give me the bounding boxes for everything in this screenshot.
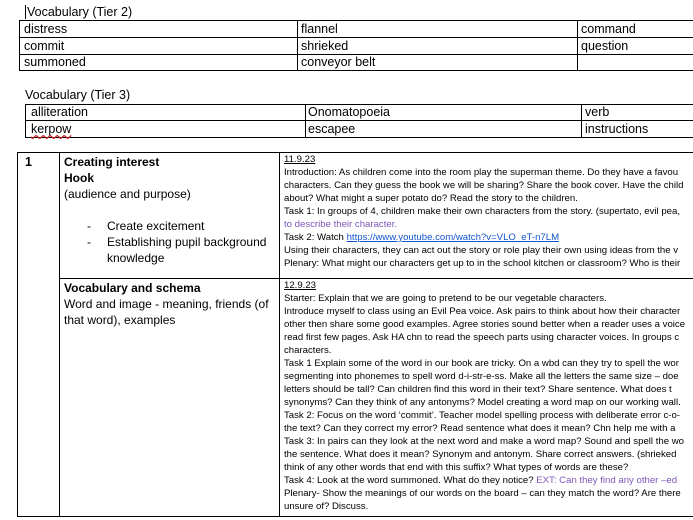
lesson-line: Starter: Explain that we are going to pretend to be our vegetable characters. [284, 293, 607, 304]
video-link[interactable]: https://www.youtube.com/watch?v=VLO_eT-n7LM [346, 232, 560, 243]
lesson-line: the text? Can they correct my error? Read sentence what does it mean? Chn help me with a [284, 423, 676, 434]
lesson-line: Using their characters, they can act out the story or role play their own using ideas from the v [284, 245, 679, 256]
section-desc: that word), examples [64, 313, 176, 327]
text-cursor [25, 5, 26, 19]
lesson-line: characters. Can they guess the book we will be sharing? Share the book cover. Have the child [284, 180, 684, 191]
table-cell: distress [24, 22, 68, 36]
table-cell: flannel [301, 22, 338, 36]
bullet-item: Create excitement [107, 219, 205, 233]
table-cell: question [581, 39, 629, 53]
lesson-line: unsure of? Discuss. [284, 501, 369, 512]
lesson-line: Task 2: Focus on the word ‘commit’. Teacher model spelling process with deliberate error c-o- [284, 410, 680, 421]
lesson-line: Plenary: What might our characters get up to in the school kitchen or classroom? Who is their [284, 258, 681, 269]
tier2-heading: Vocabulary (Tier 2) [27, 5, 133, 19]
lesson-line: Task 3: In pairs can they look at the next word and make a word map? Sound and spell the wo [284, 436, 684, 447]
lesson-line: segmenting into phonemes to spell word d-i-str-e-ss. Make all the letters the same size – doe [284, 371, 679, 382]
section-title: Vocabulary and schema [64, 281, 201, 295]
table-cell: alliteration [31, 105, 88, 119]
table-cell: kerpow [31, 122, 72, 136]
bullet-dash: - [87, 235, 91, 249]
section-title: Creating interest [64, 155, 160, 169]
table-cell: shrieked [301, 39, 349, 53]
section-subtitle: Hook [64, 171, 94, 185]
lesson-line: about? What might a super potato do? Read the story to the children. [284, 193, 578, 204]
table-cell: Onomatopoeia [308, 105, 391, 119]
extension-text: EXT: Can they find any other –ed [536, 475, 678, 486]
lesson-line: Introduce myself to class using an Evil Pea voice. Ask pairs to think about how their character [284, 306, 681, 317]
table-cell: summoned [24, 55, 86, 69]
bullet-item: knowledge [107, 251, 165, 265]
lesson-line: Task 1 Explain some of the word in our book are tricky. On a wbd can they try to spell the wor [284, 358, 679, 369]
bullet-dash: - [87, 219, 91, 233]
lesson-line [284, 232, 559, 245]
lesson-line: read first few pages. Ask HA chn to read the speech parts using character voices. In groups c [284, 332, 680, 343]
lesson-line: to describe their character. [284, 219, 398, 230]
lesson-line [284, 475, 677, 488]
lesson-date: 11.9.23 [284, 154, 316, 165]
table-cell: commit [24, 39, 65, 53]
lesson-line: other then share some good examples. Agree stories sound better when a reader uses a voice [284, 319, 686, 330]
section-note: (audience and purpose) [64, 187, 191, 201]
table-cell: instructions [585, 122, 649, 136]
lesson-line: think of any other words that end with this suffix? What types of words are these? [284, 462, 629, 473]
lesson-line: letters should be tall? Can children find this word in their text? Share sentence. What does t [284, 384, 672, 395]
lesson-line: Plenary- Show the meanings of our words on the board – can they match the word? Are there [284, 488, 681, 499]
lesson-line: Task 1: In groups of 4, children make their own characters from the story. (supertato, evil pea, [284, 206, 681, 217]
lesson-line: Introduction: As children come into the room play the superman theme. Do they have a favou [284, 167, 679, 178]
section-desc: Word and image - meaning, friends (of [64, 297, 269, 311]
lesson-date: 12.9.23 [284, 280, 317, 291]
table-cell: verb [585, 105, 610, 119]
lesson-line-text: Task 2: Watch [284, 232, 347, 243]
table-cell: escapee [308, 122, 356, 136]
bullet-item: Establishing pupil background [107, 235, 267, 249]
tier3-heading: Vocabulary (Tier 3) [25, 88, 131, 102]
lesson-line: synonyms? Can they think of any antonyms? Model creating a word map on our working wall. [284, 397, 681, 408]
table-cell: conveyor belt [301, 55, 376, 69]
row-number: 1 [25, 155, 32, 169]
lesson-line: characters. [284, 345, 332, 356]
table-cell: command [581, 22, 636, 36]
lesson-line-text: Task 4: Look at the word summoned. What do they notice? [284, 475, 537, 486]
lesson-line: the sentence. What does it mean? Synonym and antonym. Share correct answers. (shrieked [284, 449, 677, 460]
